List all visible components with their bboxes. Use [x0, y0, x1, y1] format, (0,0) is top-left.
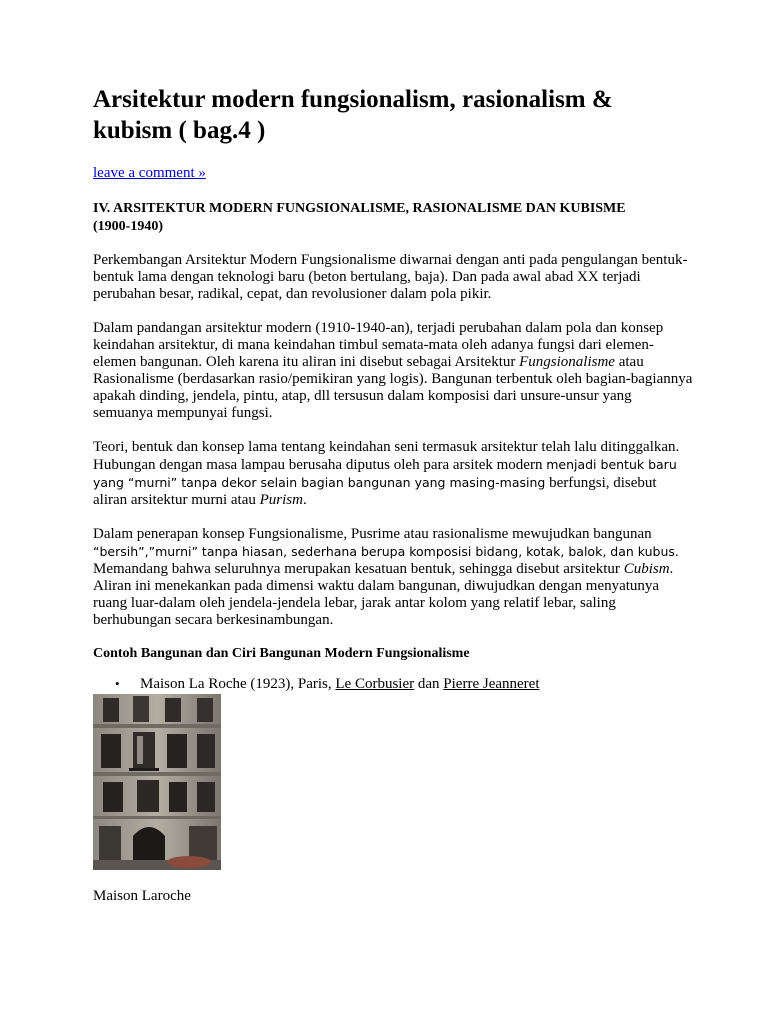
paragraph-4-text-a: Dalam penerapan konsep Fungsionalisme, Pusrime atau rasionalisme mewujudkan bangunan: [93, 526, 652, 542]
list-item-text-a: Maison La Roche (1923), Paris,: [140, 676, 336, 692]
paragraph-3: [93, 439, 693, 509]
list-item-text-b: dan: [414, 676, 444, 692]
le-corbusier-link[interactable]: Le Corbusier: [335, 676, 415, 692]
photo-caption: Maison Laroche: [93, 888, 191, 904]
page-title: Arsitektur modern fungsionalism, rasionalism & kubism ( bag.4 ): [93, 86, 613, 144]
cubism-term: Cubism: [623, 561, 670, 577]
purism-term: Purism: [259, 492, 303, 508]
paragraph-4-sans-text: “bersih”,”murni” tanpa hiasan, sederhana berupa komposisi bidang, kotak, balok, dan kubus.: [93, 544, 679, 559]
paragraph-2-text-a: Dalam pandangan arsitektur modern (1910-1940-an), terjadi perubahan dalam pola dan konsep keindahan arsitektur, di mana keindahan timbul semata-mata oleh adanya fungsi dari elemen-elemen bangunan. Oleh karena itu aliran ini disebut sebagai Arsitektur: [93, 320, 664, 370]
fungsionalisme-term: Fungsionalisme: [519, 354, 615, 370]
paragraph-2-text-b: atau Rasionalisme (berdasarkan rasio/pemikiran yang logis). Bangunan terbentuk oleh bagian-bagiannya apakah dinding, jendela, pintu, atap, dll tersusun dalam komposisi dari unsure-unsur yang semuanya mempunyai fungsi.: [93, 354, 693, 421]
paragraph-3-sans-text: menjadi bentuk baru yang “murni” tanpa dekor selain bagian bangunan yang masing-masing: [93, 457, 677, 490]
paragraph-3-text-a: Teori, bentuk dan konsep lama tentang keindahan seni termasuk arsitektur telah lalu ditinggalkan. Hubungan dengan masa lampau berusaha diputus oleh para arsitek modern: [93, 439, 680, 473]
paragraph-2: [93, 320, 693, 422]
leave-comment-link[interactable]: leave a comment »: [93, 165, 206, 181]
bullet-icon: •: [115, 676, 120, 691]
paragraph-4-text-b: Memandang bahwa seluruhnya merupakan kesatuan bentuk, sehingga disebut arsitektur: [93, 561, 624, 577]
article: [93, 84, 693, 693]
paragraph-4-text-c: . Aliran ini menekankan pada dimensi waktu dalam bangunan, diwujudkan dengan menyatunya ruang luar-dalam oleh jendela-jendela lebar, jarak antar kolom yang relatif lebar, saling berhubungan secara berkesinambungan.: [93, 561, 674, 628]
list-item: [113, 675, 693, 693]
paragraph-3-text-b: berfungsi, disebut aliran arsitektur murni atau: [93, 475, 657, 508]
paragraph-4: [93, 526, 693, 629]
examples-subheading: Contoh Bangunan dan Ciri Bangunan Modern Fungsionalisme: [93, 646, 470, 661]
paragraph-1: Perkembangan Arsitektur Modern Fungsionalisme diwarnai dengan anti pada pengulangan bentuk-bentuk lama dengan teknologi baru (beton bertulang, baja). Dan pada awal abad XX terjadi perubahan besar, radikal, cepat, dan revolusioner dalam pola pikir.: [93, 252, 688, 302]
pierre-jeanneret-link[interactable]: Pierre Jeanneret: [443, 676, 540, 692]
building-photo-illustration: [93, 694, 221, 870]
paragraph-3-text-c: .: [302, 492, 307, 508]
maison-laroche-photo: [93, 694, 221, 870]
section-heading: IV. ARSITEKTUR MODERN FUNGSIONALISME, RASIONALISME DAN KUBISME (1900-1940): [93, 201, 626, 234]
examples-list: [93, 675, 693, 693]
